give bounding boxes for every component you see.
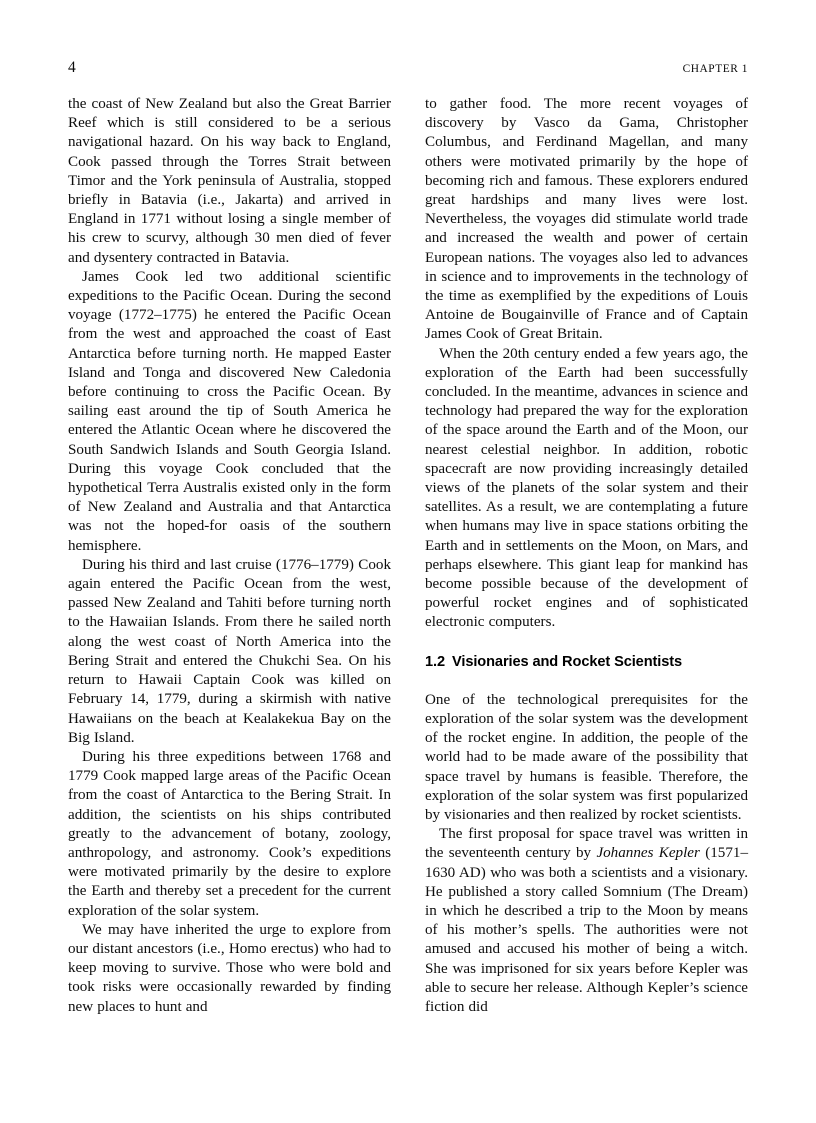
page-number: 4 — [68, 59, 76, 76]
paragraph: the coast of New Zealand but also the Great Barrier Reef which is still considered to be a serious navigational hazard. On his way back to England, Cook passed through the Torres Strait between Timor and the York peninsula of Australia, stopped briefly in Batavia (i.e., Jakarta) and arrived in England in 1771 without losing a single member of his crew to scurvy, although 30 men died of fever and dysentery contracted in Batavia. — [68, 96, 391, 266]
paragraph-with-italic — [425, 825, 748, 1017]
left-column — [68, 95, 391, 1017]
paragraph: to gather food. The more recent voyages of discovery by Vasco da Gama, Christopher Columbus, and Ferdinand Magellan, and many others were motivated primarily by the hope of becoming rich and famous. These explorers endured great hardships and many lives were lost. Nevertheless, the voyages did stimulate world trade and increased the wealth and power of certain European nations. The voyages also led to advances in science and to improvements in the technology of the time as exemplified by the expeditions of Louis Antoine de Bougainville of France and of Captain James Cook of Great Britain. — [425, 96, 748, 343]
section-heading-block — [425, 633, 748, 691]
section-title: Visionaries and Rocket Scientists — [452, 653, 683, 670]
chapter-label: CHAPTER 1 — [682, 63, 748, 75]
paragraph: During his third and last cruise (1776–1779) Cook again entered the Pacific Ocean from the west, passed New Zealand and Tahiti before turning north to the Hawaiian Islands. From there he sailed north along the west coast of North America into the Bering Strait and entered the Chukchi Sea. On his return to Hawaii Captain Cook was killed on February 14, 1779, during a skirmish with native Hawaiians on the beach at Kealakekua Bay on the Big Island. — [68, 556, 391, 746]
paragraph: During his three expeditions between 1768 and 1779 Cook mapped large areas of the Pacific Ocean from the coast of Antarctica to the Bering Strait. In addition, the scientists on his ships contributed greatly to the advancement of botany, zoology, anthropology, and astronomy. Cook’s expeditions were motivated primarily by the desire to explore the Earth and thereby set a precedent for the current exploration of the solar system. — [68, 748, 391, 919]
right-column — [425, 95, 748, 1017]
paragraph: We may have inherited the urge to explore from our distant ancestors (i.e., Homo erectus) who had to keep moving to survive. Those who were bold and took risks were occasionally rewarded by finding new places to hunt and — [68, 921, 391, 1015]
text-run: The first proposal for space travel was written in the seventeenth century by — [425, 826, 748, 862]
running-head — [68, 60, 748, 82]
section-heading — [425, 653, 748, 672]
paragraph: James Cook led two additional scientific expeditions to the Pacific Ocean. During the second voyage (1772–1775) he entered the Pacific Ocean from the west and approached the coast of East Antarctica before turning north. He mapped Easter Island and Tonga and discovered New Caledonia before continuing to cross the Pacific Ocean. By sailing east around the tip of South America he entered the Atlantic Ocean where he discovered the South Sandwich Islands and South Georgia Island. During this voyage Cook concluded that the hypothetical Terra Australis existed only in the form of New Zealand and Australia and that Antarctica was not the hoped-for oasis of the southern hemisphere. — [68, 268, 391, 554]
section-number: 1.2 — [425, 653, 445, 670]
body-text-area — [68, 95, 748, 1040]
paragraph: One of the technological prerequisites for the exploration of the solar system was the development of the rocket engine. In addition, the people of the world had to be made aware of the possibility that space travel by humans is feasible. Therefore, the exploration of the solar system was first popularized by visionaries and then realized by rocket scientists. — [425, 691, 748, 823]
paragraph: When the 20th century ended a few years ago, the exploration of the Earth had been successfully concluded. In the meantime, advances in science and technology had prepared the way for the exploration of the space around the Earth and of the Moon, our nearest celestial neighbor. In addition, robotic spacecraft are now providing increasingly detailed views of the planets of the solar system and their satellites. As a result, we are contemplating a future when humans may live in space stations orbiting the Earth and in settlements on the Moon, on Mars, and perhaps elsewhere. This giant leap for mankind has become possible because of the development of powerful rocket engines and of sophisticated electronic computers. — [425, 345, 748, 631]
text-run: (1571–1630 AD) who was both a scientists and a visionary. He published a story called Somnium (The Dream) in which he described a trip to the Moon by means of his mother’s spells. The authorities were not amused and accused his mother of being a witch. She was imprisoned for six years before Kepler was able to secure her release. Although Kepler’s science fiction did — [425, 845, 748, 1015]
italic-name: Johannes Kepler — [596, 845, 700, 862]
